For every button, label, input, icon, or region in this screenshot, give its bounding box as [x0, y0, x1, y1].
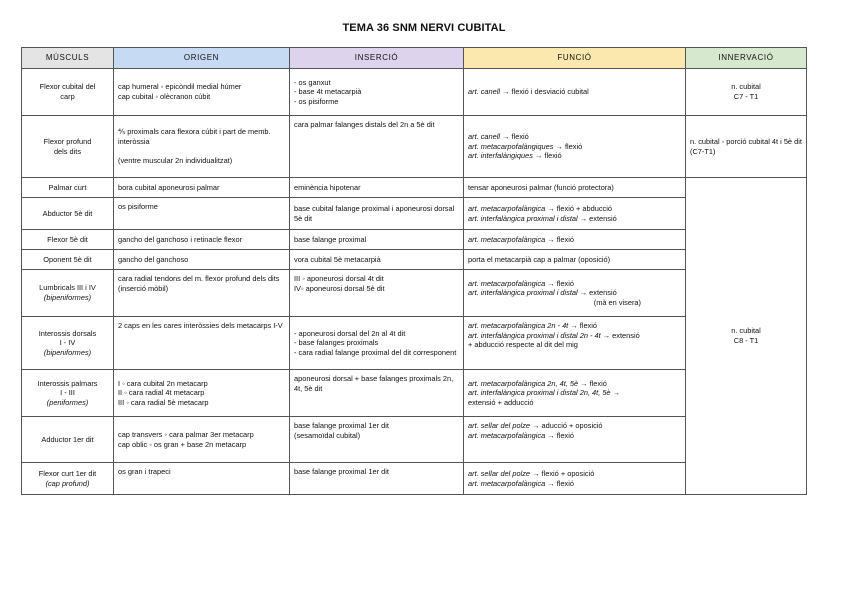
function-cell: art. sellar del polze → aducció + oposició art. metacarpofalàngica → flexió	[464, 417, 686, 463]
table-row	[22, 69, 807, 116]
innervation-cell: n. cubital C7 - T1	[686, 69, 807, 116]
insertion-cell: base falange proximal 1er dit (sesamoïdal cubital)	[290, 417, 464, 463]
insertion-cell: vora cubital 5è metacarpià	[290, 250, 464, 270]
insertion-cell: - aponeurosi dorsal del 2n al 4t dit - base falanges proximals - cara radial falange proximal del dit corresponent	[290, 317, 464, 370]
header-innervation: INNERVACIÓ	[686, 48, 807, 69]
muscle-cell: Flexor curt 1er dit (cap profund)	[22, 463, 114, 495]
insertion-cell: III ◦ aponeurosi dorsal 4t dit IV◦ aponeurosi dorsal 5è dit	[290, 270, 464, 317]
origin-cell: os gran i trapeci	[114, 463, 290, 495]
origin-cell: cap transvers ◦ cara palmar 3er metacarp cap oblic ◦ os gran + base 2n metacarp	[114, 417, 290, 463]
muscle-cell: Flexor profund dels dits	[22, 116, 114, 178]
muscle-cell: Interossis palmars I - III (peniformes)	[22, 370, 114, 417]
insertion-cell: base falange proximal	[290, 230, 464, 250]
muscle-cell: Palmar curt	[22, 178, 114, 198]
muscle-cell: Oponent 5è dit	[22, 250, 114, 270]
insertion-cell: cara palmar falanges distals del 2n a 5è dit	[290, 116, 464, 178]
insertion-cell: eminència hipotenar	[290, 178, 464, 198]
origin-cell: os pisiforme	[114, 198, 290, 230]
insertion-cell: base falange proximal 1er dit	[290, 463, 464, 495]
innervation-cell: n. cubital C8 - T1	[686, 178, 807, 495]
function-cell: art. metacarpofalàngica 2n - 4t → flexió art. interfalàngica proximal i distal 2n - 4t → extensió + abducció respecte al dit del mig	[464, 317, 686, 370]
muscle-cell: Flexor 5è dit	[22, 230, 114, 250]
function-cell: art. metacarpofalàngica → flexió	[464, 230, 686, 250]
muscle-cell: Interossis dorsals I - IV (bipeniformes)	[22, 317, 114, 370]
origin-cell: ⅘ proximals cara flexora cúbit i part de memb. interòssia (ventre muscular 2n individualitzat)	[114, 116, 290, 178]
header-muscles: MÚSCULS	[22, 48, 114, 69]
origin-cell: cara radial tendons del m. flexor profund dels dits (inserció mòbil)	[114, 270, 290, 317]
origin-cell: gancho del ganchoso i retinacle flexor	[114, 230, 290, 250]
table-row	[22, 178, 807, 198]
muscle-cell: Flexor cubital del carp	[22, 69, 114, 116]
header-function: FUNCIÓ	[464, 48, 686, 69]
function-cell: art. canell → flexió i desviació cubital	[464, 69, 686, 116]
header-insertion: INSERCIÓ	[290, 48, 464, 69]
muscle-cell: Adductor 1er dit	[22, 417, 114, 463]
muscle-cell: Abductor 5è dit	[22, 198, 114, 230]
innervation-cell: n. cubital ◦ porció cubital 4t i 5è dit (C7-T1)	[686, 116, 807, 178]
insertion-cell: aponeurosi dorsal + base falanges proximals 2n, 4t, 5è dit	[290, 370, 464, 417]
table-row	[22, 116, 807, 178]
origin-cell: bora cubital aponeurosi palmar	[114, 178, 290, 198]
origin-cell: I ◦ cara cubital 2n metacarp II ◦ cara radial 4t metacarp III ◦ cara radial 5è metacarp	[114, 370, 290, 417]
origin-cell: cap humeral ◦ epicòndil medial húmer cap cubital ◦ olècranon cúbit	[114, 69, 290, 116]
insertion-cell: - os ganxut - base 4t metacarpià - os pisiforme	[290, 69, 464, 116]
origin-cell: 2 caps en les cares interòssies dels metacarps I-V	[114, 317, 290, 370]
function-cell: art. metacarpofalàngica 2n, 4t, 5è → flexió art. interfalàngica proximal i distal 2n, 4t, 5è → extensió + adducció	[464, 370, 686, 417]
header-origin: ORIGEN	[114, 48, 290, 69]
function-cell: art. sellar del polze → flexió + oposició art. metacarpofalàngica → flexió	[464, 463, 686, 495]
origin-cell: gancho del ganchoso	[114, 250, 290, 270]
function-cell: tensar aponeurosi palmar (funció protectora)	[464, 178, 686, 198]
insertion-cell: base cubital falange proximal i aponeurosi dorsal 5è dit	[290, 198, 464, 230]
function-cell: art. metacarpofalàngica → flexió art. interfalàngica proximal i distal → extensió (mà en visera)	[464, 270, 686, 317]
function-cell: porta el metacarpià cap a palmar (oposició)	[464, 250, 686, 270]
header-row	[22, 48, 807, 69]
page-title: TEMA 36 SNM NERVI CUBITAL	[342, 22, 506, 34]
function-cell: art. canell → flexió art. metacarpofalàngiques → flexió art. interfalàngiques → flexió	[464, 116, 686, 178]
muscle-table	[21, 47, 807, 495]
function-cell: art. metacarpofalàngica → flexió + abducció art. interfalàngica proximal i distal → extensió	[464, 198, 686, 230]
muscle-cell: Lumbricals III i IV (bipeniformes)	[22, 270, 114, 317]
